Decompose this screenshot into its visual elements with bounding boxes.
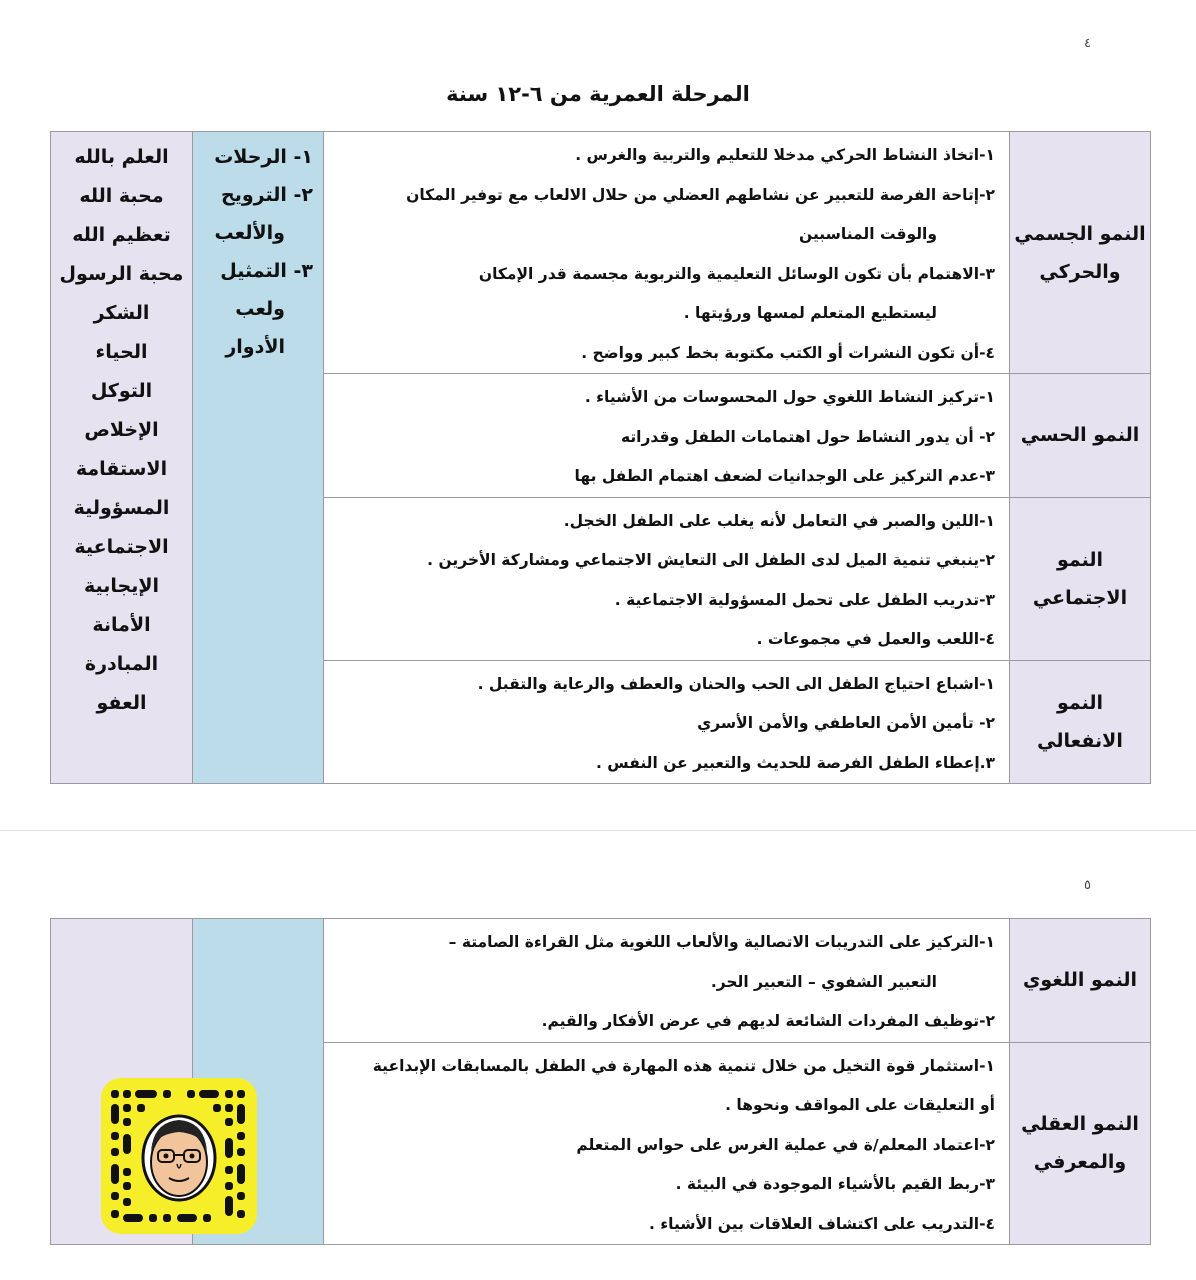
domain-label: النمو اللغوي — [1022, 969, 1138, 992]
bitmoji-face — [143, 1116, 215, 1200]
value-item: الاستقامة — [75, 458, 168, 480]
guideline-line: ٣-تدريب الطفل على تحمل المسؤولية الاجتماعية . — [614, 590, 995, 609]
domain-label: النمو العقلي — [1021, 1113, 1139, 1136]
guideline-line: ٢-توظيف المفردات الشائعة لديهم في عرض الأفكار والقيم. — [541, 1012, 995, 1030]
value-item: المبادرة — [84, 653, 159, 675]
values-column — [51, 132, 193, 784]
stage-table-page1 — [50, 131, 1151, 784]
page-number: ٤ — [1084, 36, 1091, 51]
value-item: محبة الرسول — [59, 263, 184, 285]
guideline-line: ٢- أن يدور النشاط حول اهتمامات الطفل وقدراته — [620, 427, 995, 446]
domain-label: النمو الجسمي — [1014, 222, 1146, 245]
guideline-line: ٣.إعطاء الطفل الفرصة للحديث والتعبير عن النفس . — [596, 753, 995, 772]
guidelines-cell — [324, 1042, 1010, 1245]
guideline-line: أو التعليقات على المواقف ونحوها . — [725, 1096, 995, 1114]
value-item: محبة الله — [79, 185, 164, 207]
guideline-line: ٤-أن تكون النشرات أو الكتب مكتوبة بخط كبير وواضح . — [581, 343, 995, 362]
domain-label: النمو — [1056, 691, 1104, 714]
guidelines-cell — [324, 660, 1010, 784]
value-item: الأمانة — [92, 614, 151, 636]
guideline-line: ٢-ينبغي تنمية الميل لدى الطفل الى التعايش الاجتماعي ومشاركة الأخرين . — [427, 551, 995, 569]
guideline-line: ٣-عدم التركيز على الوجدانيات لضعف اهتمام الطفل بها — [574, 467, 995, 485]
domain-cell — [1010, 374, 1151, 498]
domain-cell — [1010, 919, 1151, 1043]
guidelines-cell — [324, 374, 1010, 498]
activity-item: ولعب — [235, 298, 285, 320]
value-item: الحياء — [95, 341, 148, 363]
guideline-line: ٤-اللعب والعمل في مجموعات . — [756, 630, 995, 648]
activity-item: ٢- الترويح — [221, 184, 313, 206]
value-item: المسؤولية — [73, 497, 170, 519]
guideline-line: ليستطيع المتعلم لمسها ورؤيتها . — [683, 304, 937, 322]
domain-cell — [1010, 660, 1151, 784]
domain-label: الانفعالي — [1037, 729, 1123, 752]
guidelines-cell — [324, 919, 1010, 1043]
value-item: العفو — [96, 692, 147, 714]
value-item: العلم بالله — [74, 146, 169, 168]
activity-item: ١- الرحلات — [214, 146, 313, 168]
guideline-line: ١-تركيز النشاط اللغوي حول المحسوسات من الأشياء . — [584, 388, 995, 406]
domain-label: والمعرفي — [1033, 1151, 1127, 1174]
page-title: المرحلة العمرية من ٦-١٢ سنة — [446, 82, 750, 106]
value-item: الإخلاص — [84, 419, 159, 441]
page-divider — [0, 830, 1196, 831]
activity-item: والألعب — [214, 222, 285, 244]
page-number: ٥ — [1084, 878, 1091, 893]
activity-item: الأدوار — [225, 336, 285, 358]
guideline-line: ٢-إتاحة الفرصة للتعبير عن نشاطهم العضلي من حلال الالعاب مع توفير المكان — [406, 185, 995, 204]
domain-cell — [1010, 1042, 1151, 1245]
guideline-line: ٣-ربط القيم بالأشياء الموجودة في البيئة . — [675, 1175, 995, 1193]
activity-item: ٣- التمثيل — [220, 260, 313, 282]
guidelines-cell — [324, 132, 1010, 374]
guidelines-cell — [324, 497, 1010, 660]
value-item: تعظيم الله — [72, 224, 171, 246]
value-item: الشكر — [93, 302, 150, 324]
snapcode-icon[interactable] — [101, 1078, 257, 1234]
guideline-line: ٣-الاهتمام بأن تكون الوسائل التعليمية والتربوية مجسمة قدر الإمكان — [478, 264, 995, 283]
domain-label: الاجتماعي — [1032, 586, 1128, 609]
guideline-line: والوقت المناسبين — [799, 225, 937, 243]
value-item: الاجتماعية — [74, 536, 169, 558]
domain-label: النمو — [1056, 548, 1104, 571]
domain-cell — [1010, 132, 1151, 374]
guideline-line: ٤-التدريب على اكتشاف العلاقات بين الأشياء . — [648, 1214, 995, 1233]
guideline-line: ١-اشباع احتياج الطفل الى الحب والحنان والعطف والرعاية والتقبل . — [477, 674, 995, 693]
domain-label: النمو الحسي — [1020, 424, 1140, 447]
value-item: التوكل — [90, 380, 153, 402]
guideline-line: ١-اتخاذ النشاط الحركي مدخلا للتعليم والتربية والغرس . — [575, 146, 995, 164]
domain-label: والحركي — [1039, 260, 1121, 283]
value-item: الإيجابية — [83, 575, 160, 597]
activities-column — [193, 132, 324, 784]
domain-cell — [1010, 497, 1151, 660]
guideline-line: ١-استثمار قوة التخيل من خلال تنمية هذه المهارة في الطفل بالمسابقات الإبداعية — [372, 1056, 995, 1075]
snapcode-art — [101, 1078, 257, 1234]
guideline-line: التعبير الشفوي – التعبير الحر. — [710, 972, 937, 991]
guideline-line: ١-التركيز على التدريبات الاتصالية والألعاب اللغوية مثل القراءة الصامتة – — [448, 933, 995, 951]
guideline-line: ٢- تأمين الأمن العاطفي والأمن الأسري — [697, 714, 995, 732]
guideline-line: ١-اللين والصبر في التعامل لأنه يغلب على الطفل الخجل. — [563, 511, 995, 530]
guideline-line: ٢-اعتماد المعلم/ة في عملية الغرس على حواس المتعلم — [576, 1135, 995, 1154]
